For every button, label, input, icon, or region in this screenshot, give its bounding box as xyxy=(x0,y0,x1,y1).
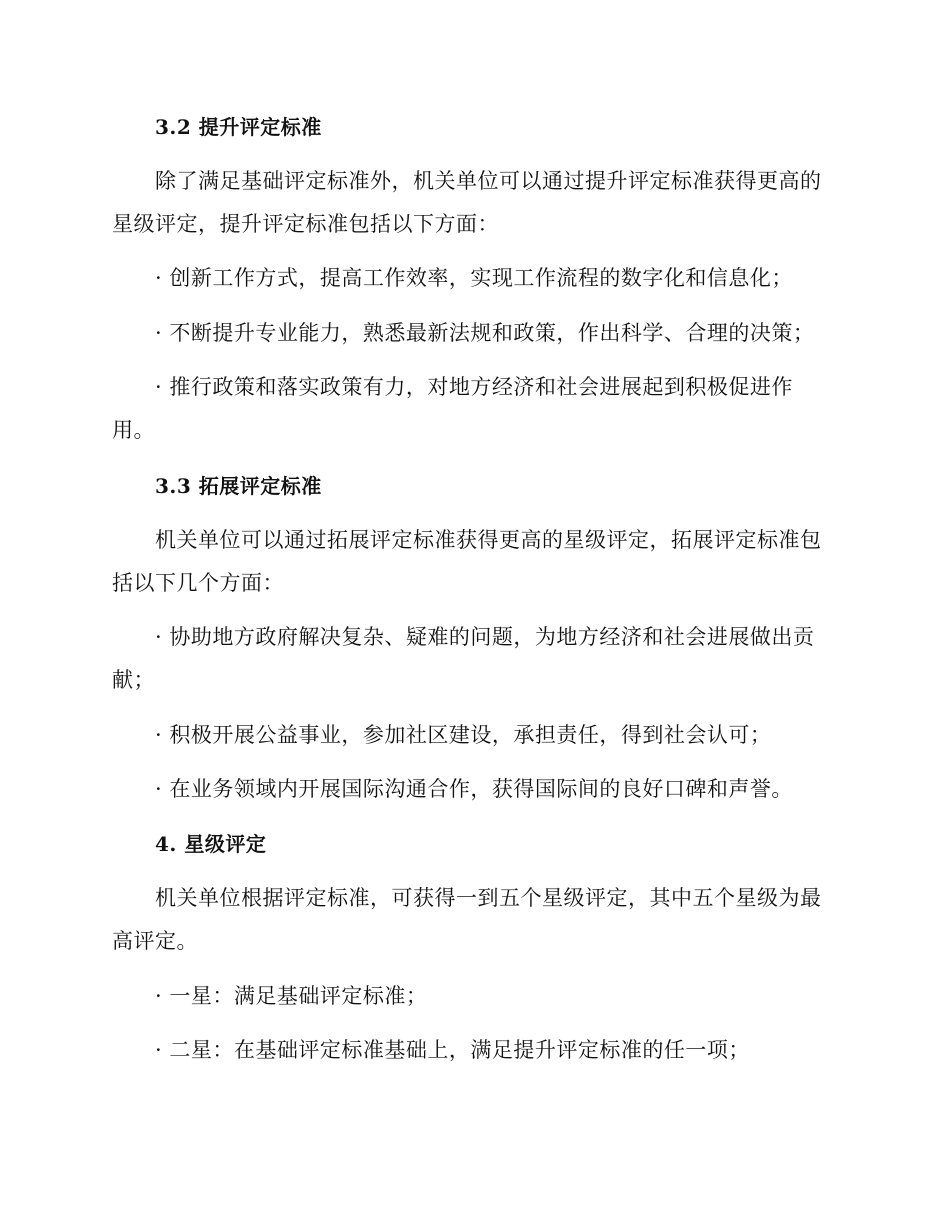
bullet-item: · 推行政策和落实政策有力，对地方经济和社会进展起到积极促进作 xyxy=(155,375,793,399)
bullet-item: · 协助地方政府解决复杂、疑难的问题，为地方经济和社会进展做出贡 xyxy=(155,625,815,649)
bullet-item: · 二星：在基础评定标准基础上，满足提升评定标准的任一项； xyxy=(155,1038,750,1062)
section-heading: 3.3 拓展评定标准 xyxy=(155,474,322,498)
section-heading: 4. 星级评定 xyxy=(155,832,267,856)
paragraph-line: 括以下几个方面： xyxy=(112,571,284,595)
bullet-item-continuation: 献； xyxy=(112,668,155,692)
paragraph-line: 除了满足基础评定标准外，机关单位可以通过提升评定标准获得更高的 xyxy=(155,169,822,193)
section-heading: 3.2 提升评定标准 xyxy=(155,115,322,139)
bullet-item: · 创新工作方式，提高工作效率，实现工作流程的数字化和信息化； xyxy=(155,266,793,290)
paragraph-line: 高评定。 xyxy=(112,929,198,953)
bullet-item: · 积极开展公益事业，参加社区建设，承担责任，得到社会认可； xyxy=(155,723,772,747)
paragraph-line: 机关单位根据评定标准，可获得一到五个星级评定，其中五个星级为最 xyxy=(155,886,822,910)
paragraph-line: 星级评定，提升评定标准包括以下方面： xyxy=(112,212,499,236)
bullet-item: · 在业务领域内开展国际沟通合作，获得国际间的良好口碑和声誉。 xyxy=(155,777,793,801)
bullet-item: · 一星：满足基础评定标准； xyxy=(155,984,428,1008)
bullet-item-continuation: 用。 xyxy=(112,418,155,442)
paragraph-line: 机关单位可以通过拓展评定标准获得更高的星级评定，拓展评定标准包 xyxy=(155,528,822,552)
bullet-item: · 不断提升专业能力，熟悉最新法规和政策，作出科学、合理的决策； xyxy=(155,321,815,345)
